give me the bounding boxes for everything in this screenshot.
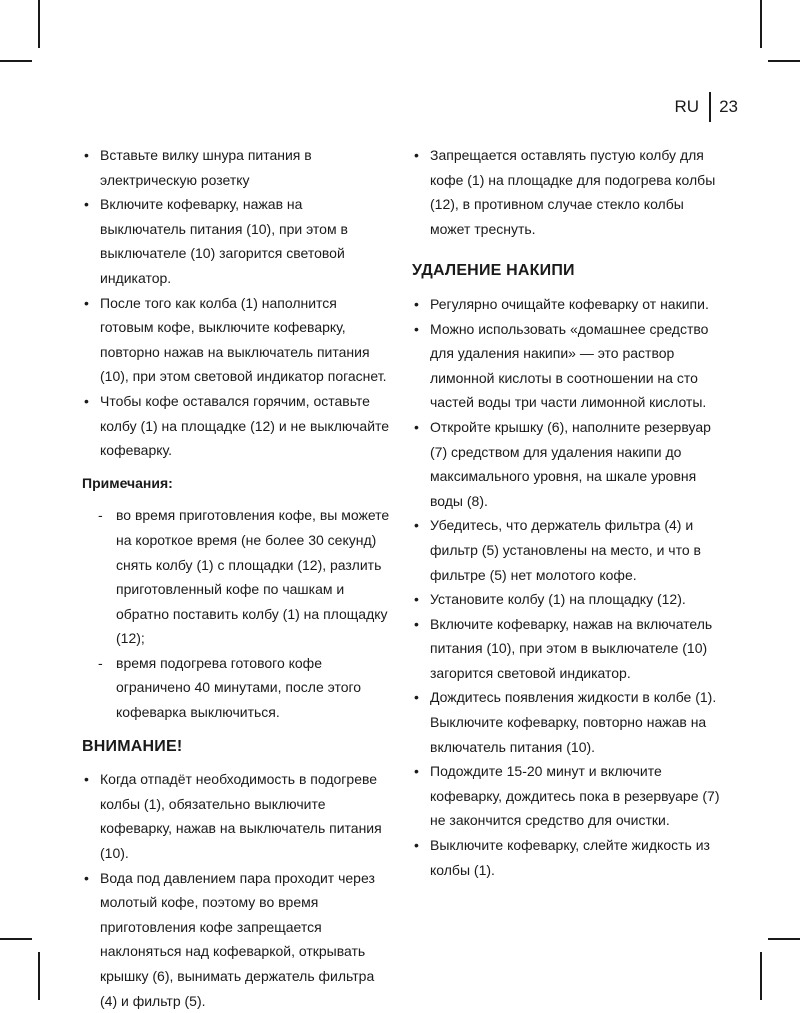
page-number: 23 — [719, 97, 738, 116]
list-item: • Когда отпадёт необходимость в подогреве колбы (1), обязательно выключите кофеварку, нажав на выключатель питания (10). — [82, 767, 392, 865]
list-item: - время подогрева готового кофе ограничено 40 минутами, после этого кофеварка выключиться. — [96, 651, 392, 725]
crop-mark — [0, 938, 32, 940]
list-item: • Можно использовать «домашнее средство для удаления накипи» — это раствор лимонной кислоты в соотношении на сто частей воды три части лимонной кислоты. — [412, 317, 726, 415]
crop-mark — [760, 0, 762, 48]
page-header — [675, 92, 738, 122]
list-item: • Подождите 15-20 минут и включите кофеварку, дождитесь пока в резервуаре (7) не закончится средство для очистки. — [412, 759, 726, 833]
descaling-title: УДАЛЕНИЕ НАКИПИ — [412, 262, 575, 280]
warning-list — [82, 767, 392, 1013]
list-item: • Убедитесь, что держатель фильтра (4) и фильтр (5) установлены на место, и что в фильтре (5) нет молотого кофе. — [412, 513, 726, 587]
list-item: • После того как колба (1) наполнится готовым кофе, выключите кофеварку, повторно нажав на выключатель питания (10), при этом световой индикатор погаснет. — [82, 291, 392, 389]
list-item: • Дождитесь появления жидкости в колбе (1). Выключите кофеварку, повторно нажав на включатель питания (10). — [412, 685, 726, 759]
list-item: • Откройте крышку (6), наполните резервуар (7) средством для удаления накипи до максимального уровня, на шкале уровня воды (8). — [412, 415, 726, 513]
list-item: • Установите колбу (1) на площадку (12). — [412, 587, 726, 612]
notes-list — [82, 503, 392, 724]
crop-mark — [38, 0, 40, 48]
left-column — [82, 143, 392, 1013]
notes-title: Примечания: — [82, 474, 173, 491]
warning-title: ВНИМАНИЕ! — [82, 737, 183, 755]
descaling-list — [412, 292, 726, 882]
crop-mark — [760, 952, 762, 1000]
instruction-list — [412, 143, 726, 241]
crop-mark — [0, 60, 32, 62]
crop-mark — [768, 938, 800, 940]
crop-mark — [38, 952, 40, 1000]
list-item: • Запрещается оставлять пустую колбу для кофе (1) на площадке для подогрева колбы (12), в противном случае стекло колбы может треснуть. — [412, 143, 726, 241]
list-item: • Включите кофеварку, нажав на выключатель питания (10), при этом в выключателе (10) загорится световой индикатор. — [82, 192, 392, 290]
language-code: RU — [674, 97, 700, 116]
list-item: • Регулярно очищайте кофеварку от накипи. — [412, 292, 726, 317]
list-item: - во время приготовления кофе, вы можете на короткое время (не более 30 секунд) снять колбу (1) с площадки (12), разлить приготовленный кофе по чашкам и обратно поставить колбу (1) на площадку (12); — [96, 503, 392, 651]
list-item: • Вода под давлением пара проходит через молотый кофе, поэтому во время приготовления кофе запрещается наклоняться над кофеваркой, открывать крышку (6), вынимать держатель фильтра (4) и фильтр (5). — [82, 866, 392, 1013]
list-item: • Включите кофеварку, нажав на включатель питания (10), при этом в выключателе (10) загорится световой индикатор. — [412, 612, 726, 686]
instruction-list — [82, 143, 392, 463]
crop-mark — [768, 60, 800, 62]
list-item: • Выключите кофеварку, слейте жидкость из колбы (1). — [412, 833, 726, 882]
list-item: • Чтобы кофе оставался горячим, оставьте колбу (1) на площадке (12) и не выключайте кофеварку. — [82, 389, 392, 463]
right-column — [412, 143, 726, 882]
list-item: • Вставьте вилку шнура питания в электрическую розетку — [82, 143, 392, 192]
